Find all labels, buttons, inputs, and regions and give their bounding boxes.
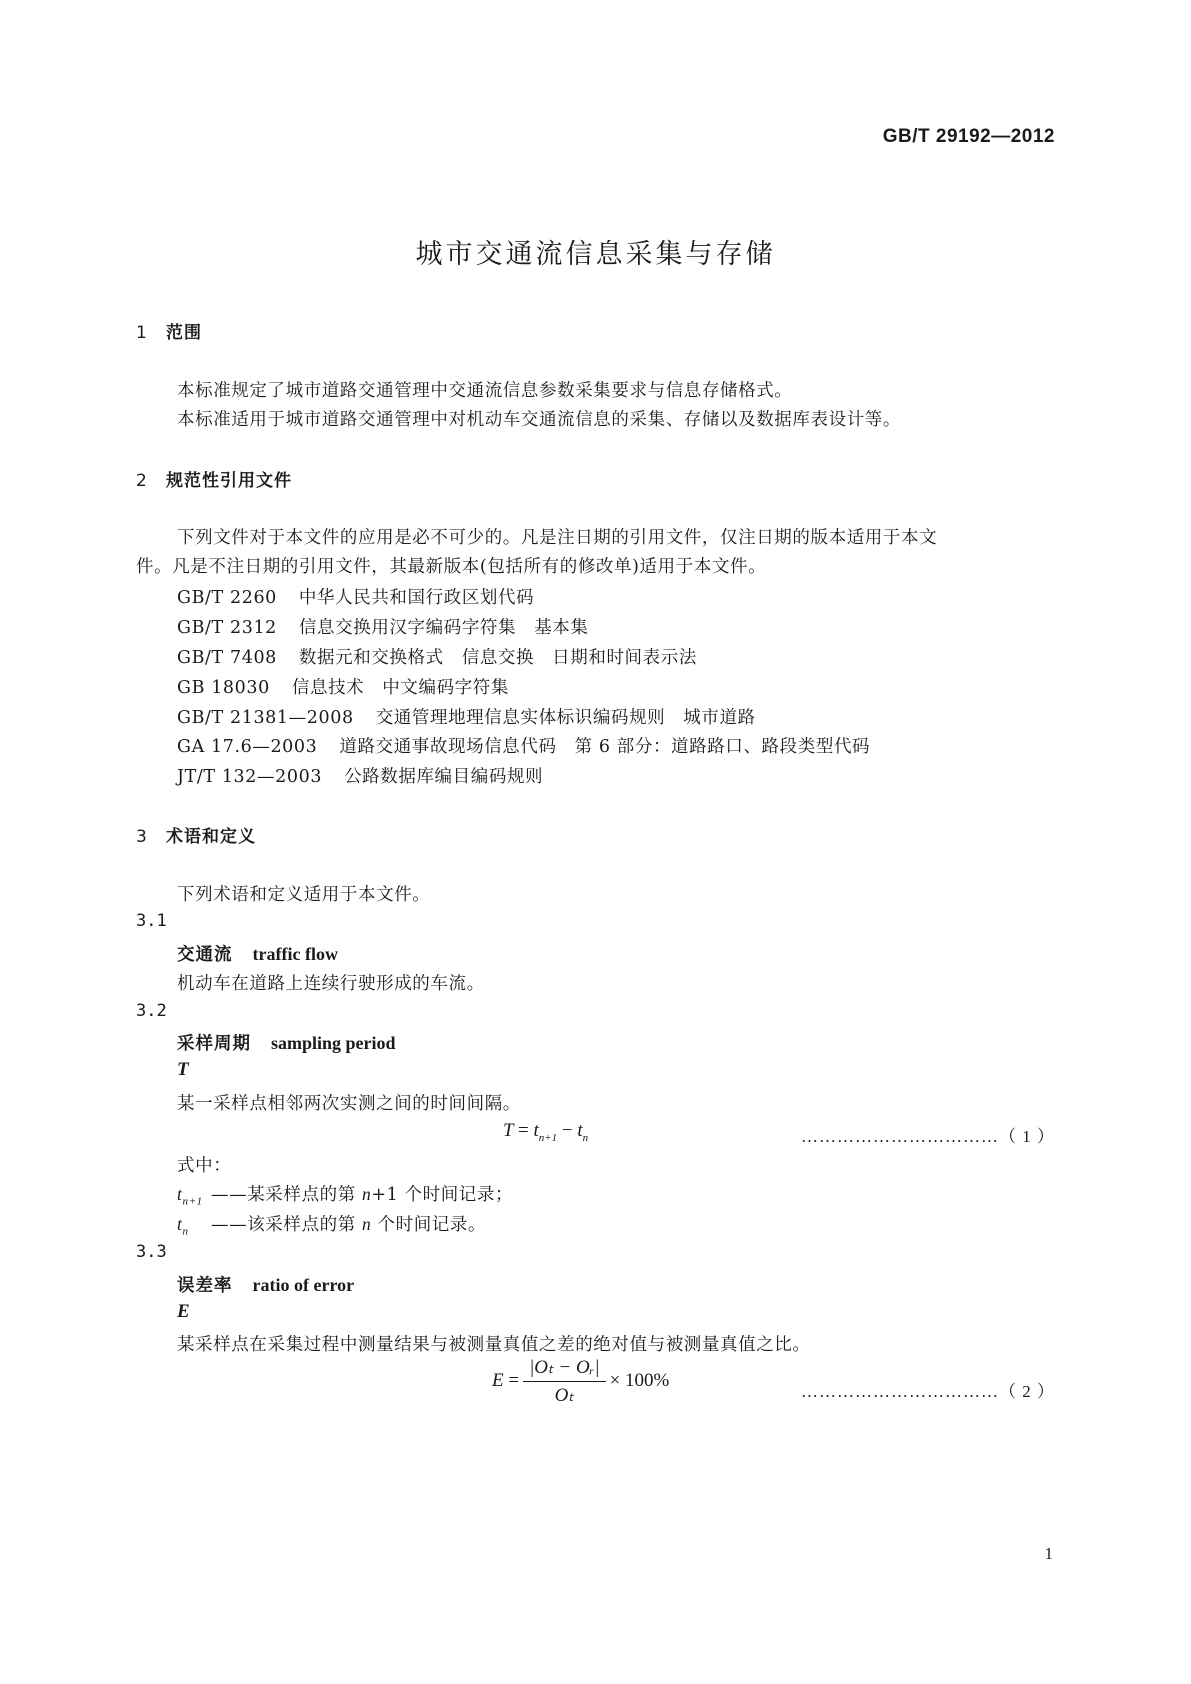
paragraph: 下列术语和定义适用于本文件。 (177, 885, 431, 905)
definition: 某采样点在采集过程中测量结果与被测量真值之差的绝对值与被测量真值之比。 (177, 1335, 811, 1355)
reference-title: 信息交换 (461, 648, 535, 668)
fraction-numerator: |Oₜ − Oᵣ| (523, 1356, 606, 1382)
reference-item (177, 763, 543, 788)
section-2-heading (136, 466, 292, 491)
reference-title: 中华人民共和国行政区划代码 (298, 588, 535, 608)
formula-var: t (533, 1120, 539, 1141)
reference-title: 交通管理地理信息实体标识编码规则 (375, 708, 666, 728)
where-item (177, 1181, 513, 1208)
paragraph: 本标准适用于城市道路交通管理中对机动车交通流信息的采集、存储以及数据库表设计等。 (177, 410, 901, 430)
reference-code: GA 17.6—2003 (177, 737, 318, 757)
formula-multiplier: × 100% (609, 1369, 670, 1391)
formula-lhs: E (492, 1369, 504, 1391)
clause-number: 3.1 (136, 911, 167, 931)
formula-fraction (523, 1356, 606, 1407)
formula-operator: − (561, 1120, 573, 1141)
reference-title: 第 6 部分：道路路口、路段类型代码 (574, 737, 871, 757)
section-number: 2 (136, 471, 148, 491)
term-entry (177, 1272, 354, 1297)
reference-code: GB/T 7408 (177, 648, 277, 668)
standard-code: GB/T 29192—2012 (882, 126, 1055, 147)
formula-2 (492, 1356, 669, 1407)
reference-code: GB 18030 (177, 678, 270, 698)
term-entry (177, 941, 338, 966)
reference-title: 基本集 (534, 618, 589, 638)
reference-code: GB/T 21381—2008 (177, 708, 354, 728)
section-3-heading (136, 822, 256, 847)
page-number: 1 (1044, 1544, 1053, 1563)
where-variable: $t_{n+1}$ (177, 1184, 203, 1208)
where-text: 该采样点的第 (247, 1215, 362, 1235)
term-entry (177, 1030, 396, 1055)
reference-title: 道路交通事故现场信息代码 (339, 737, 557, 757)
term-symbol: E (177, 1301, 190, 1322)
section-title: 规范性引用文件 (166, 471, 292, 491)
section-number: 1 (136, 323, 148, 343)
reference-item (177, 584, 534, 609)
definition: 机动车在道路上连续行驶形成的车流。 (177, 974, 485, 994)
formula-var: t (577, 1120, 583, 1141)
formula-1 (503, 1120, 588, 1144)
term-english: traffic flow (252, 944, 338, 964)
reference-title: 中文编码字符集 (382, 678, 509, 698)
reference-title: 信息交换用汉字编码字符集 (298, 618, 517, 638)
paragraph: 下列文件对于本文件的应用是必不可少的。凡是注日期的引用文件，仅注日期的版本适用于本文 (177, 528, 938, 548)
where-text: 个时间记录。 (371, 1215, 487, 1235)
fraction-denominator: Oₜ (554, 1385, 574, 1406)
reference-title: 城市道路 (683, 708, 756, 728)
section-1-heading (136, 318, 202, 343)
reference-item (177, 704, 756, 729)
formula-operator: = (517, 1120, 529, 1141)
where-inline-var: n (361, 1214, 372, 1234)
paragraph: 件。凡是不注日期的引用文件，其最新版本(包括所有的修改单)适用于本文件。 (136, 557, 767, 577)
reference-item (177, 674, 509, 699)
formula-number: ……………………………（ 2 ） (801, 1382, 1055, 1401)
where-label: 式中： (177, 1156, 232, 1176)
reference-title: 信息技术 (291, 678, 365, 698)
section-title: 范围 (166, 323, 202, 343)
where-text: +1 个时间记录； (371, 1185, 514, 1205)
term-chinese: 误差率 (177, 1276, 233, 1296)
reference-code: GB/T 2260 (177, 588, 277, 608)
reference-title: 数据元和交换格式 (298, 648, 444, 668)
where-variable: $t_n$ (177, 1214, 189, 1238)
term-chinese: 采样周期 (177, 1034, 251, 1054)
term-symbol: T (177, 1059, 189, 1080)
formula-subscript: n+1 (538, 1131, 558, 1144)
reference-item (177, 644, 697, 669)
term-english: ratio of error (252, 1275, 355, 1295)
document-title: 城市交通流信息采集与存储 (415, 239, 776, 270)
section-title: 术语和定义 (166, 827, 256, 847)
reference-code: GB/T 2312 (177, 618, 277, 638)
clause-number: 3.3 (136, 1242, 167, 1262)
where-dash: —— (211, 1185, 248, 1205)
paragraph: 本标准规定了城市道路交通管理中交通流信息参数采集要求与信息存储格式。 (177, 381, 793, 401)
formula-subscript: n (582, 1131, 589, 1144)
section-number: 3 (136, 827, 148, 847)
reference-item (177, 614, 588, 639)
reference-code: JT/T 132—2003 (177, 767, 323, 787)
reference-item (177, 733, 870, 758)
formula-operator: = (508, 1369, 520, 1391)
term-english: sampling period (271, 1033, 396, 1053)
where-inline-var: n (361, 1184, 372, 1204)
term-chinese: 交通流 (177, 945, 233, 965)
where-item (177, 1211, 486, 1238)
reference-title: 公路数据库编目编码规则 (344, 767, 544, 787)
clause-number: 3.2 (136, 1001, 167, 1021)
formula-lhs: T (503, 1120, 514, 1141)
definition: 某一采样点相邻两次实测之间的时间间隔。 (177, 1094, 521, 1114)
where-text: 某采样点的第 (247, 1185, 362, 1205)
where-dash: —— (211, 1215, 248, 1235)
reference-title: 日期和时间表示法 (552, 648, 697, 668)
formula-number: ……………………………（ 1 ） (801, 1127, 1055, 1146)
